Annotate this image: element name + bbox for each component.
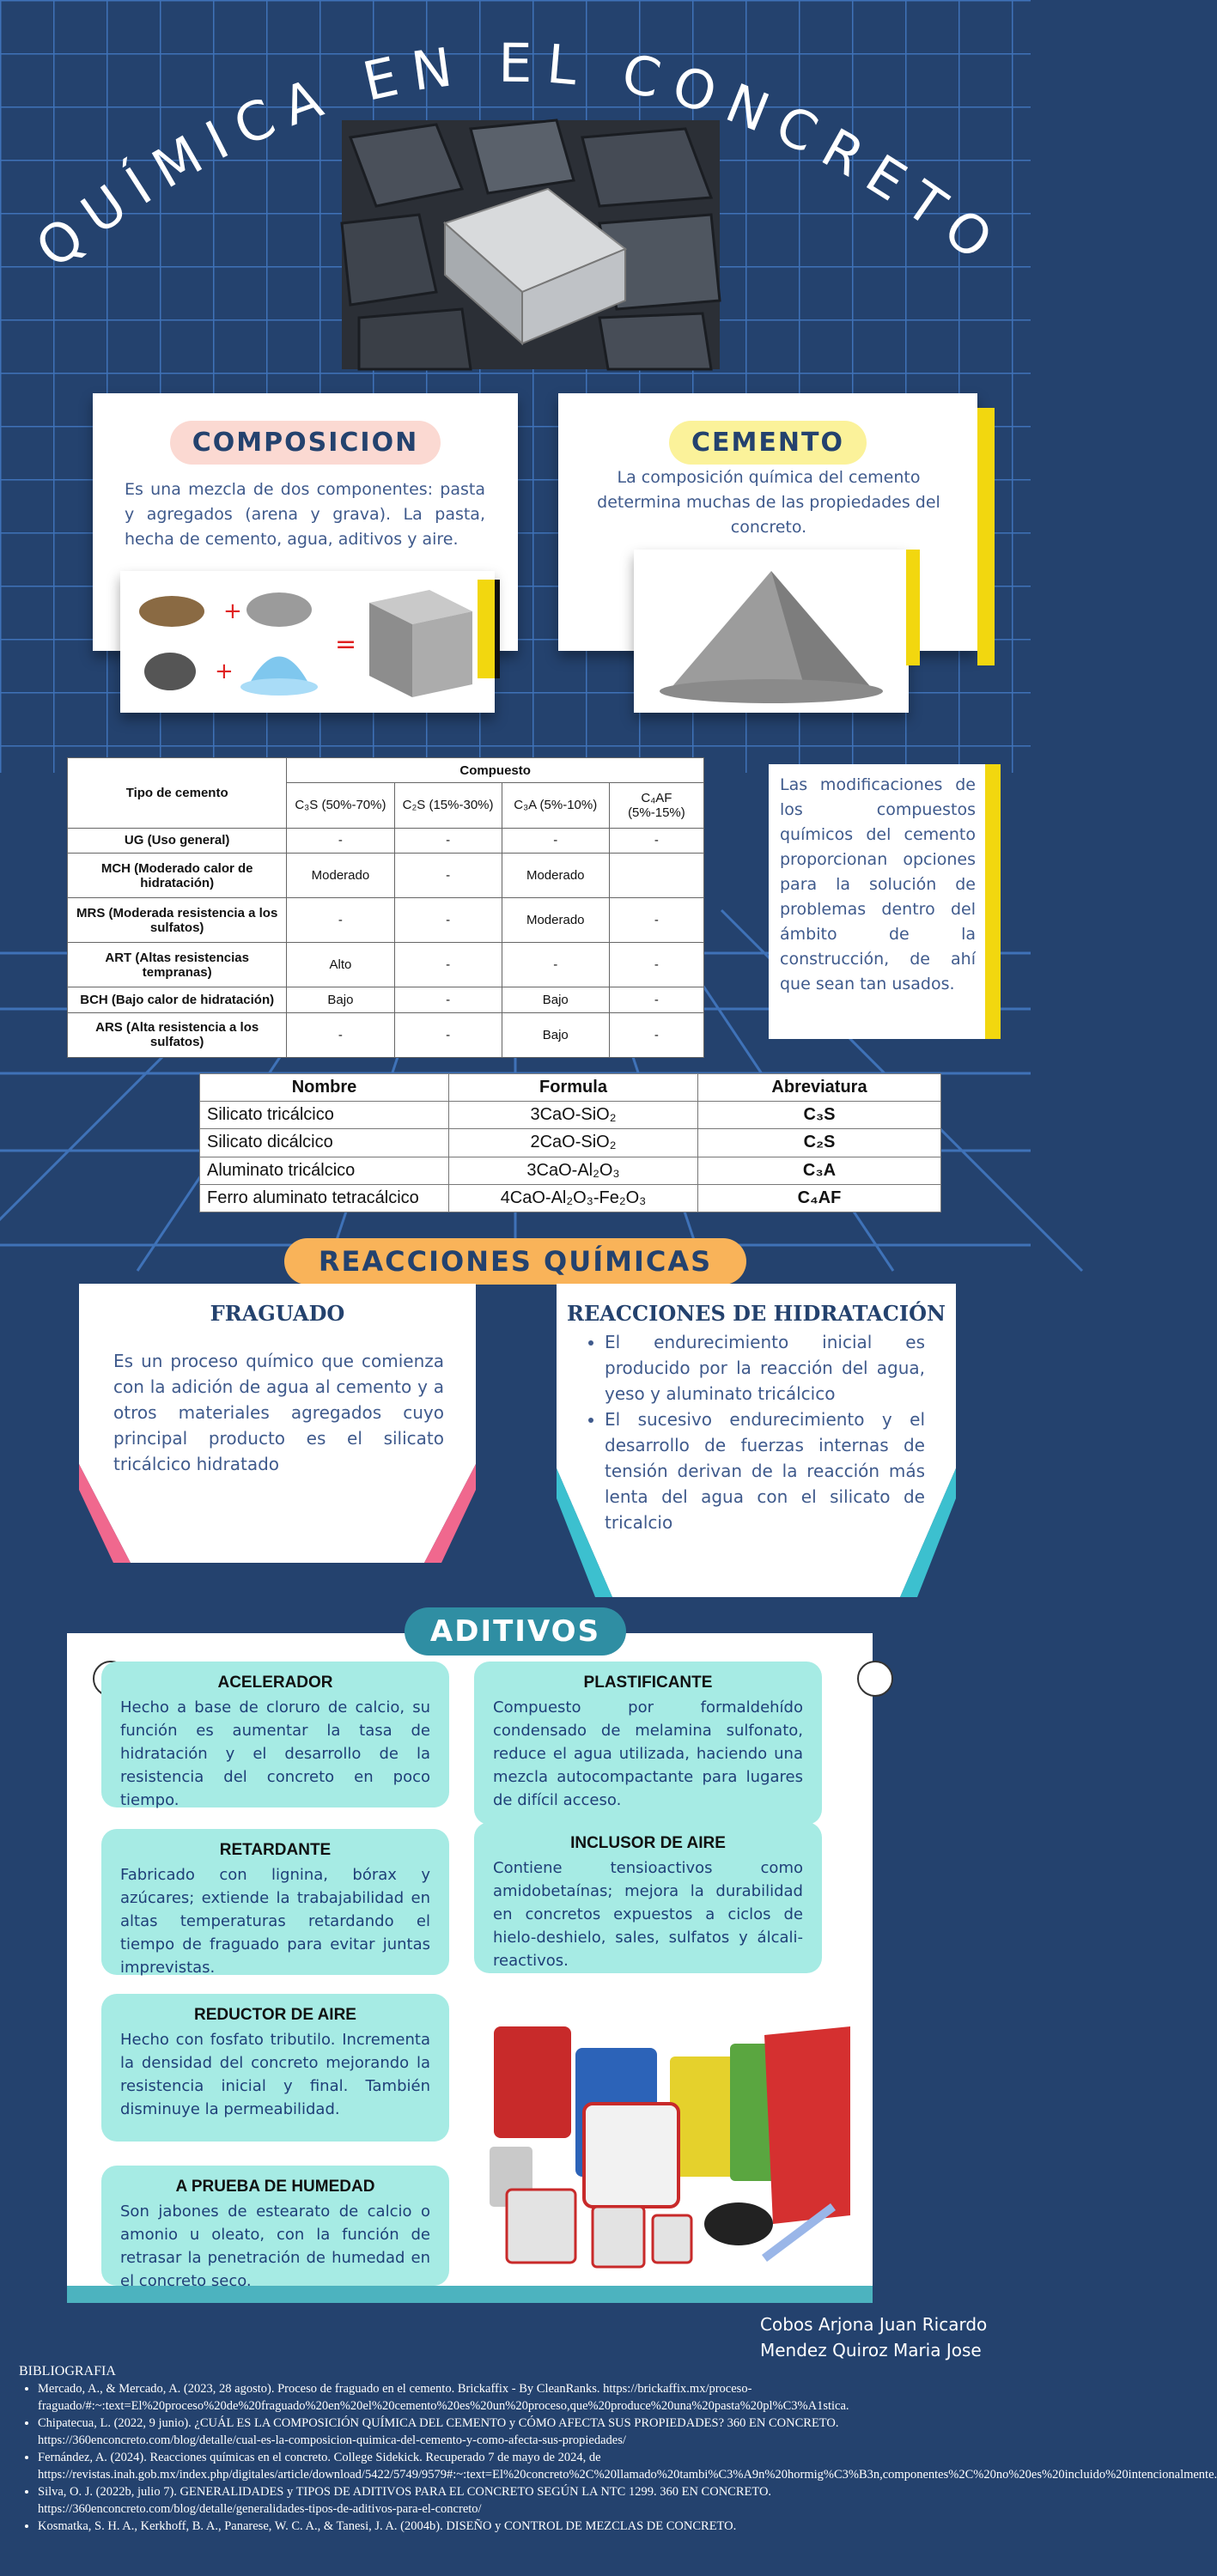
table-row: [200, 1102, 941, 1129]
aditivo-acelerador: [101, 1662, 449, 1807]
table-cell: Silicato tricálcico: [200, 1102, 449, 1129]
compound-header: C₃A (5%-10%): [502, 783, 609, 828]
table-cell: -: [609, 1012, 703, 1057]
aditivo-text: Son jabones de estearato de calcio o amonio u oleato, con la función de retrasar la penetración de humedad en el concreto seco.: [120, 2202, 430, 2290]
aditivo-title: INCLUSOR DE AIRE: [570, 1834, 726, 1852]
aditivos-products-image: [481, 2009, 859, 2280]
table-cell: -: [502, 828, 609, 853]
title-arc: [0, 0, 1031, 283]
fraguado-title: FRAGUADO: [210, 1301, 345, 1326]
aditivo-title: PLASTIFICANTE: [583, 1674, 713, 1692]
author-name: Cobos Arjona Juan Ricardo: [760, 2314, 988, 2335]
bib-entry: • Mercado, A., & Mercado, A. (2023, 28 agosto). Proceso de fraguado en el cemento. Brickaffix - By CleanRanks. https://brickaffix.mx/proceso-fraguado/#:~:text=El%20proceso%20de%20fraguado%20en%20el%20cemento%20es%20un%20proceso,que%20produce%20una%20pasta%20pl%C3%A1stica.: [38, 2380, 1015, 2415]
reacciones-heading: REACCIONES QUÍMICAS: [284, 1238, 746, 1285]
aditivo-title: RETARDANTE: [219, 1841, 332, 1859]
table-cell: Aluminato tricálcico: [200, 1157, 449, 1184]
aditivos-heading: ADITIVOS: [405, 1607, 626, 1656]
table-cell: C₂S: [698, 1129, 941, 1157]
cemento-heading: CEMENTO: [669, 421, 867, 465]
svg-text:+: +: [215, 659, 234, 684]
table-row: [200, 1129, 941, 1157]
table-row: [68, 987, 704, 1012]
author-name: Mendez Quiroz Maria Jose: [760, 2340, 982, 2360]
aditivo-text: Compuesto por formaldehído condensado de melamina sulfonato, reduce el agua utilizada, haciendo una mezcla autocompactante para lugares de difícil acceso.: [493, 1698, 803, 1809]
row-label: ART (Altas resistencias tempranas): [68, 943, 287, 987]
aditivo-title: ACELERADOR: [217, 1674, 333, 1692]
composicion-yellow-bar: [478, 580, 495, 678]
table-cell: C₄AF: [698, 1184, 941, 1212]
table-cell: -: [502, 943, 609, 987]
table-cell: Moderado: [502, 853, 609, 897]
table-cell: -: [609, 987, 703, 1012]
page-title: QUÍMICA EN EL CONCRETO: [24, 31, 1015, 281]
table-cell: -: [609, 943, 703, 987]
compuestos-table-card: [199, 1073, 941, 1212]
row-label: BCH (Bajo calor de hidratación): [68, 987, 287, 1012]
table-cell: -: [287, 828, 394, 853]
table-cell: Alto: [287, 943, 394, 987]
list-item: • El endurecimiento inicial es producido por la reacción del agua, yeso y aluminato tricálcico: [605, 1329, 925, 1406]
table-row: [68, 853, 704, 897]
list-item: • El sucesivo endurecimiento y el desarrollo de fuerzas internas de tensión derivan de la reacción más lenta del agua con el silicato de tricalcio: [605, 1406, 925, 1535]
tipos-cemento-table-card: [67, 757, 704, 1058]
cemento-small-yellow-bar: [906, 550, 920, 665]
svg-text:=: =: [335, 629, 357, 659]
aditivo-plastificante: [474, 1662, 822, 1825]
bibliografia: [19, 2363, 1217, 2535]
table-row: [200, 1157, 941, 1184]
hidratacion-list: [586, 1329, 925, 1535]
aditivo-title: A PRUEBA DE HUMEDAD: [175, 2178, 375, 2196]
col-header: Nombre: [200, 1074, 449, 1102]
table-cell: -: [287, 898, 394, 943]
table-cell: 4CaO-Al₂O₃-Fe₂O₃: [449, 1184, 698, 1212]
tipos-cemento-table: [67, 757, 704, 1058]
table-row: [68, 898, 704, 943]
table-cell: -: [394, 1012, 502, 1057]
concrete-mix-diagram: [129, 577, 490, 710]
table-row: [200, 1184, 941, 1212]
cemento-yellow-bar: [977, 408, 995, 665]
row-label: UG (Uso general): [68, 828, 287, 853]
composicion-text: Es una mezcla de dos componentes: pasta y agregados (arena y grava). La pasta, hecha de cemento, agua, aditivos y aire.: [125, 480, 485, 549]
compound-header: C₂S (15%-30%): [394, 783, 502, 828]
row-label: MCH (Moderado calor de hidratación): [68, 853, 287, 897]
bibliografia-heading: BIBLIOGRAFIA: [19, 2364, 116, 2379]
table-row: [68, 943, 704, 987]
aditivo-text: Contiene tensioactivos como amidobetaínas; mejora la durabilidad en concretos expuestos a ciclos de hielo-deshielo, sales, sulfatos y álcali-reactivos.: [493, 1859, 803, 1970]
table-cell: -: [287, 1012, 394, 1057]
table-cell: -: [394, 987, 502, 1012]
cemento-text: La composición química del cemento determina muchas de las propiedades del concreto.: [597, 468, 940, 537]
row-label: ARS (Alta resistencia a los sulfatos): [68, 1012, 287, 1057]
table-row: [68, 828, 704, 853]
table-cell: Moderado: [287, 853, 394, 897]
table-cell: Silicato dicálcico: [200, 1129, 449, 1157]
composicion-dark-bar: [495, 580, 500, 678]
modificaciones-text: Las modificaciones de los compuestos químicos del cemento proporcionan opciones para la solución de problemas dentro del ámbito de la construcción, de ahí que sean tan usados.: [780, 775, 976, 993]
table-cell: 3CaO-SiO₂: [449, 1102, 698, 1129]
table-cell: -: [394, 943, 502, 987]
bib-entry: • Chipatecua, L. (2022, 9 junio). ¿CUÁL ES LA COMPOSICIÓN QUÍMICA DEL CEMENTO y CÓMO AFECTA SUS PROPIEDADES? 360 EN CONCRETO. https://360enconcreto.com/blog/detalle/cual-es-la-composicion-quimica-del-cemento-y-como-afecta-sus-propiedades/: [38, 2415, 1015, 2449]
aditivo-retardante: [101, 1829, 449, 1975]
table-cell: -: [394, 898, 502, 943]
modificaciones-yellow-bar: [985, 764, 1001, 1039]
table-cell: Moderado: [502, 898, 609, 943]
decor-circle: [857, 1661, 893, 1697]
table-cell: Ferro aluminato tetracálcico: [200, 1184, 449, 1212]
aditivo-reductor-de-aire: [101, 1994, 449, 2142]
table-cell: -: [394, 853, 502, 897]
col-compuesto-header: Compuesto: [287, 758, 704, 783]
aditivo-a-prueba-de-humedad: [101, 2166, 449, 2290]
svg-text:+: +: [223, 598, 242, 624]
table-cell: Bajo: [287, 987, 394, 1012]
col-header: Formula: [449, 1074, 698, 1102]
compound-header: C₃S (50%-70%): [287, 783, 394, 828]
fraguado-text: Es un proceso químico que comienza con la adición de agua al cemento y a otros materiales agregados cuyo principal producto es el silicato tricálcico hidratado: [113, 1351, 444, 1474]
table-cell: 2CaO-SiO₂: [449, 1129, 698, 1157]
aditivo-inclusor-de-aire: [474, 1822, 822, 1973]
table-cell: -: [609, 898, 703, 943]
bib-entry: • Fernández, A. (2024). Reacciones químicas en el concreto. College Sidekick. Recuperado 7 de mayo de 2024, de https://revistas.inah.gob.mx/index.php/digitales/article/download/5422/5749/9579#:~:text=El%20concreto%2C%20llamado%20tambi%C3%A9n%20hormig%C3%B3n,componentes%2C%20no%20es%20incluido%20intencionalmente.: [38, 2449, 1015, 2483]
aditivo-text: Fabricado con lignina, bórax y azúcares; extiende la trabajabilidad en altas temperaturas retardando el tiempo de fraguado para evitar juntas imprevistas.: [120, 1866, 430, 1977]
compuestos-table: [199, 1073, 941, 1212]
cement-powder-image: [634, 550, 909, 713]
hidratacion-title: REACCIONES DE HIDRATACIÓN: [567, 1301, 946, 1326]
aditivo-text: Hecho a base de cloruro de calcio, su función es aumentar la tasa de hidratación y el desarrollo de la resistencia del concreto en poco tiempo.: [120, 1698, 430, 1809]
table-cell: C₃S: [698, 1102, 941, 1129]
table-cell: Bajo: [502, 987, 609, 1012]
aditivo-title: REDUCTOR DE AIRE: [194, 2006, 356, 2024]
composicion-heading: COMPOSICION: [170, 421, 441, 465]
compound-header: C₄AF (5%-15%): [609, 783, 703, 828]
table-cell: [609, 853, 703, 897]
col-header: Abreviatura: [698, 1074, 941, 1102]
bib-entry: • Kosmatka, S. H. A., Kerkhoff, B. A., Panarese, W. C. A., & Tanesi, J. A. (2004b). DISEÑO y CONTROL DE MEZCLAS DE CONCRETO.: [38, 2518, 1015, 2535]
col-tipo-header: Tipo de cemento: [68, 758, 287, 829]
table-cell: 3CaO-Al₂O₃: [449, 1157, 698, 1184]
table-cell: -: [394, 828, 502, 853]
table-cell: -: [609, 828, 703, 853]
row-label: MRS (Moderada resistencia a los sulfatos): [68, 898, 287, 943]
bib-entry: • Silva, O. J. (2022b, julio 7). GENERALIDADES y TIPOS DE ADITIVOS PARA EL CONCRETO SEGÚN LA NTC 1299. 360 EN CONCRETO. https://360enconcreto.com/blog/detalle/generalidades-tipos-de-aditivos-para-el-concreto/: [38, 2483, 1015, 2518]
table-cell: Bajo: [502, 1012, 609, 1057]
table-cell: C₃A: [698, 1157, 941, 1184]
aditivo-text: Hecho con fosfato tributilo. Incrementa la densidad del concreto mejorando la resistencia inicial y final. También disminuye la permeabilidad.: [120, 2031, 430, 2118]
table-row: [68, 1012, 704, 1057]
